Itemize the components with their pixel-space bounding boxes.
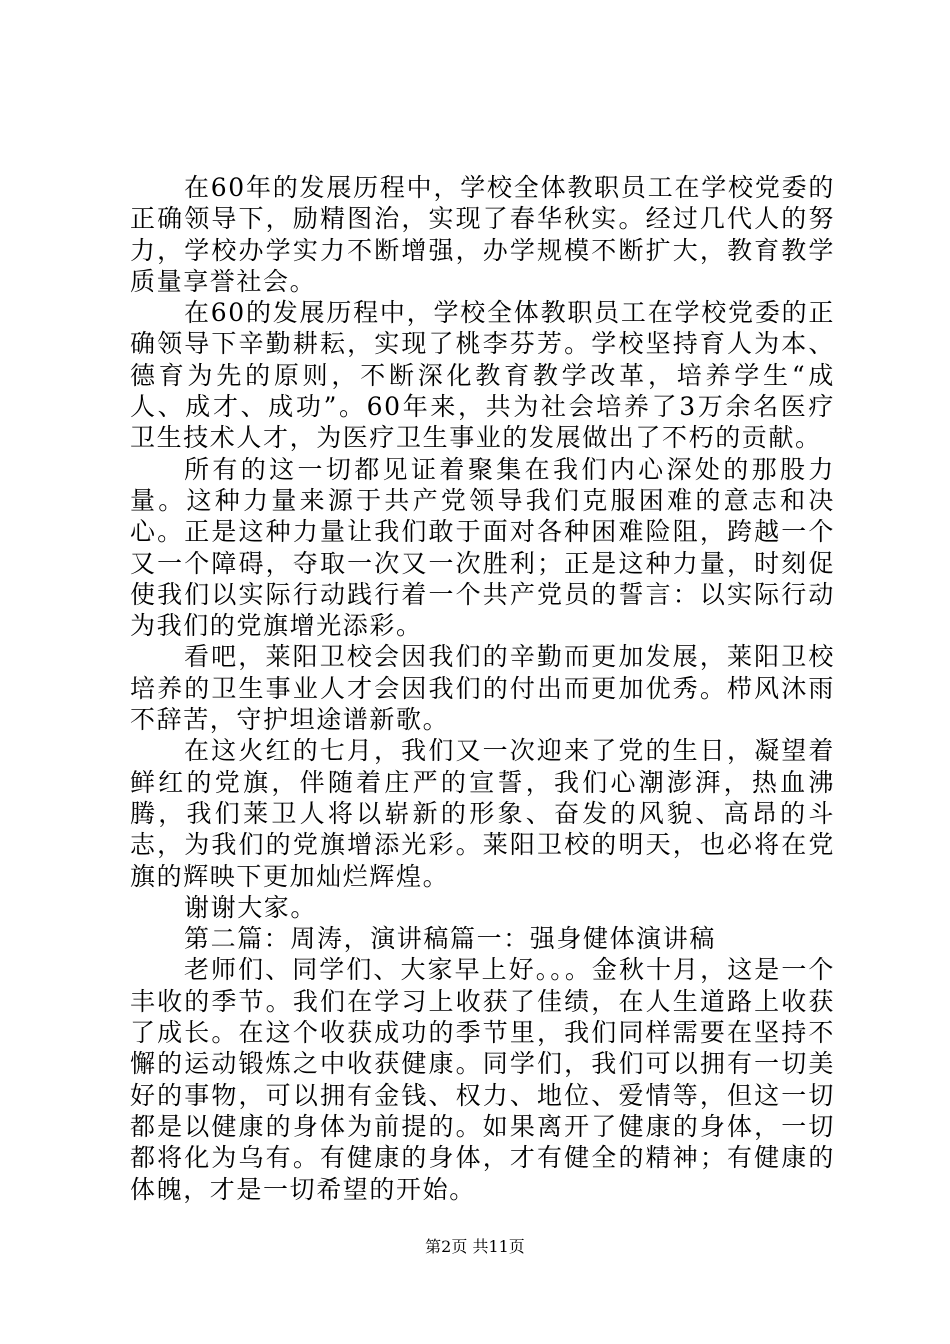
paragraph-1: 在60年的发展历程中，学校全体教职员工在学校党委的正确领导下，励精图治，实现了春华秋实。经过几代人的努力，学校办学实力不断增强，办学规模不断扩大，教育教学质量享誉社会。 <box>130 173 835 296</box>
paragraph-3: 所有的这一切都见证着聚集在我们内心深处的那股力量。这种力量来源于共产党领导我们克服困难的意志和决心。正是这种力量让我们敢于面对各种困难险阻，跨越一个又一个障碍，夺取一次又一次胜利；正是这种力量，时刻促使我们以实际行动践行着一个共产党员的誓言：以实际行动为我们的党旗增光添彩。 <box>130 454 835 641</box>
page-footer: 第2页 共11页 <box>425 1237 525 1256</box>
paragraph-4: 看吧，莱阳卫校会因我们的辛勤而更加发展，莱阳卫校培养的卫生事业人才会因我们的付出而更加优秀。栉风沐雨不辞苦，守护坦途谱新歌。 <box>130 642 835 735</box>
paragraph-7: 老师们、同学们、大家早上好。。。金秋十月，这是一个丰收的季节。我们在学习上收获了佳绩，在人生道路上收获了成长。在这个收获成功的季节里，我们同样需要在坚持不懈的运动锻炼之中收获健康。同学们，我们可以拥有一切美好的事物，可以拥有金钱、权力、地位、爱情等，但这一切都是以健康的身体为前提的。如果离开了健康的身体，一切都将化为乌有。有健康的身体，才有健全的精神；有健康的体魄，才是一切希望的开始。 <box>130 955 835 1204</box>
paragraph-6: 谢谢大家。 <box>184 892 318 922</box>
section-heading: 第二篇：周涛，演讲稿篇一：强身健体演讲稿 <box>184 924 717 954</box>
paragraph-5: 在这火红的七月，我们又一次迎来了党的生日，凝望着鲜红的党旗，伴随着庄严的宣誓，我们心潮澎湃，热血沸腾，我们莱卫人将以崭新的形象、奋发的风貌、高昂的斗志，为我们的党旗增添光彩。莱阳卫校的明天，也必将在党旗的辉映下更加灿烂辉煌。 <box>130 736 835 891</box>
paragraph-2: 在60的发展历程中，学校全体教职员工在学校党委的正确领导下辛勤耕耘，实现了桃李芬芳。学校坚持育人为本、德育为先的原则，不断深化教育教学改革，培养学生“成人、成才、成功”。60年来，共为社会培养了3万余名医疗卫生技术人才，为医疗卫生事业的发展做出了不朽的贡献。 <box>130 298 835 453</box>
body-text <box>130 172 835 1205</box>
